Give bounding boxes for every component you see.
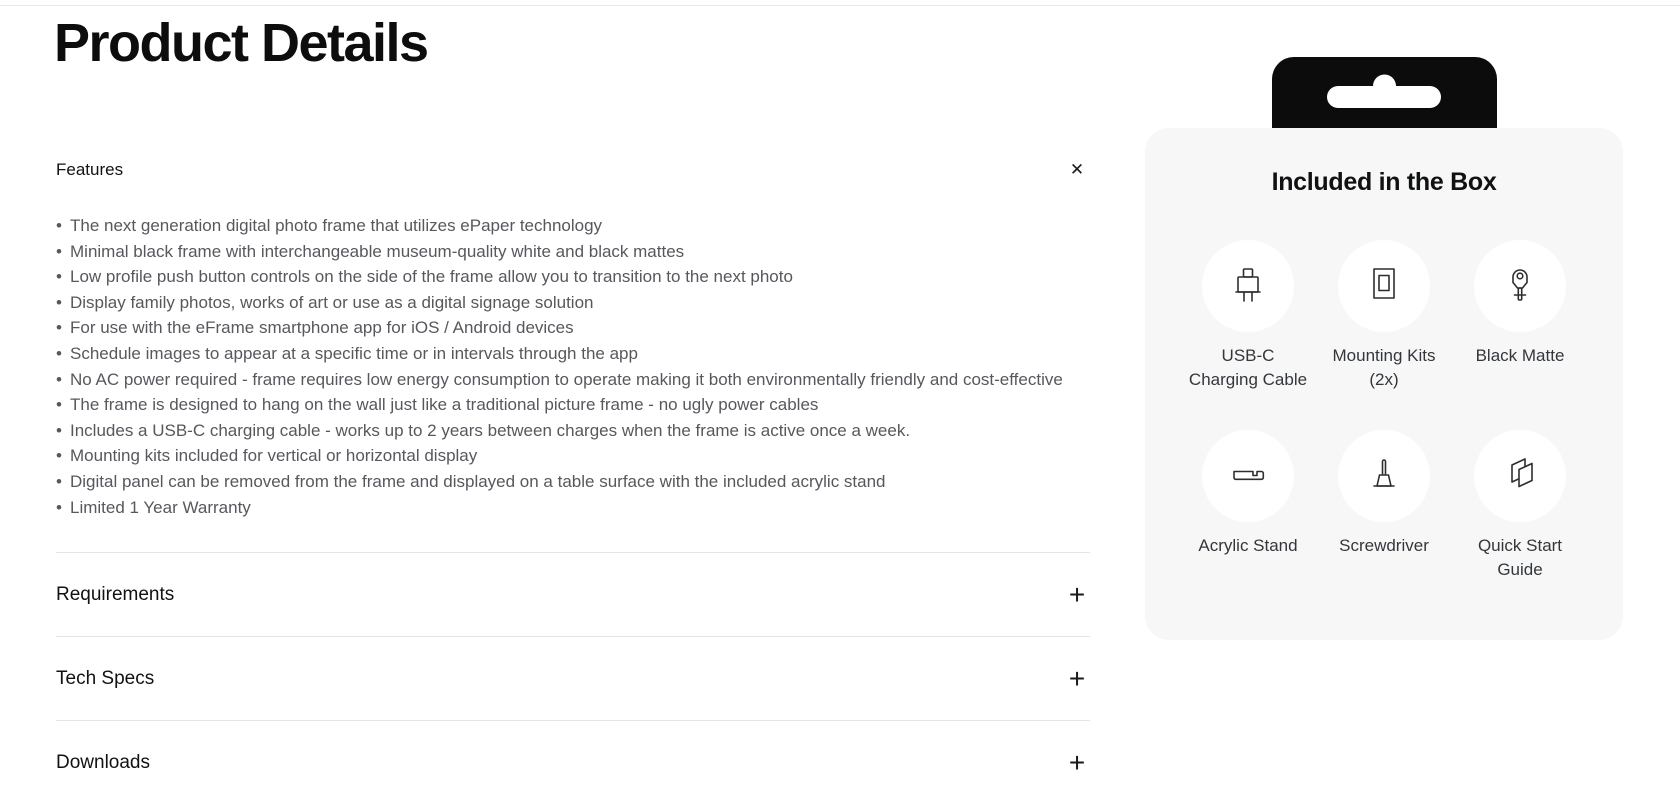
bullet-glyph: • (56, 241, 62, 261)
bullet-text: Digital panel can be removed from the frame and displayed on a table surface with the included acrylic stand (70, 471, 886, 491)
box-item-label: Acrylic Stand (1198, 536, 1298, 555)
feature-bullet (56, 264, 1096, 290)
bullet-glyph: • (56, 446, 62, 466)
bullet-glyph: • (56, 420, 62, 440)
acrylic-stand-icon (1224, 452, 1272, 500)
box-item-label: Mounting Kits (2x) (1332, 346, 1436, 389)
box-item-black-matte (1316, 240, 1452, 392)
bullet-text: Limited 1 Year Warranty (70, 497, 251, 517)
section-label-downloads: Downloads (56, 751, 150, 773)
bullet-text: For use with the eFrame smartphone app for iOS / Android devices (70, 318, 574, 338)
package-hang-tab (1272, 57, 1497, 137)
black-matte-icon (1360, 262, 1408, 310)
icon-circle (1338, 240, 1430, 332)
icon-circle (1474, 240, 1566, 332)
included-in-box-card (1145, 128, 1623, 640)
feature-bullet (56, 239, 1096, 265)
plus-icon[interactable]: + (1068, 578, 1086, 610)
box-item-label: Black Matte (1475, 346, 1565, 365)
quick-start-guide-icon (1496, 452, 1544, 500)
bullet-text: Display family photos, works of art or use as a digital signage solution (70, 292, 594, 312)
box-item-label: Screwdriver (1339, 536, 1429, 555)
box-item-label: Quick Start Guide (1477, 536, 1563, 579)
bullet-glyph: • (56, 318, 62, 338)
bullet-glyph: • (56, 497, 62, 517)
bullet-text: The frame is designed to hang on the wall just like a traditional picture frame - no ugly power cables (70, 395, 819, 415)
accordion-section-downloads[interactable] (56, 720, 1090, 791)
bullet-text: The next generation digital photo frame that utilizes ePaper technology (70, 216, 603, 235)
box-item-screwdriver (1316, 430, 1452, 582)
feature-bullet (56, 315, 1096, 341)
box-item-usb-c-cable (1180, 240, 1316, 392)
bullet-glyph: • (56, 471, 62, 491)
feature-bullet (56, 290, 1096, 316)
bullet-text: Minimal black frame with interchangeable museum-quality white and black mattes (70, 241, 685, 261)
mounting-kit-icon (1496, 262, 1544, 310)
box-item-label: USB-C Charging Cable (1188, 346, 1308, 389)
bullet-glyph: • (56, 267, 62, 287)
box-item-acrylic-stand (1180, 430, 1316, 582)
bullet-glyph: • (56, 343, 62, 363)
bullet-glyph: • (56, 369, 62, 389)
section-label-tech-specs: Tech Specs (56, 667, 155, 689)
box-item-quick-start-guide (1452, 430, 1588, 582)
icon-circle (1474, 430, 1566, 522)
hang-tab-graphic (1272, 57, 1497, 132)
icon-circle (1202, 430, 1294, 522)
bullet-text: Schedule images to appear at a specific time or in intervals through the app (70, 343, 638, 363)
top-divider (0, 5, 1680, 6)
box-item-mounting-kits (1452, 240, 1588, 392)
feature-bullet (56, 341, 1096, 367)
box-items-grid (1180, 240, 1588, 582)
close-icon[interactable]: ✕ (1069, 160, 1085, 179)
bullet-text: Mounting kits included for vertical or horizontal display (70, 446, 478, 466)
section-label-features: Features (56, 160, 124, 179)
screwdriver-icon (1360, 452, 1408, 500)
page-title: Product Details (54, 13, 428, 73)
plus-icon[interactable]: + (1068, 746, 1086, 778)
feature-bullet (56, 367, 1096, 393)
accordion-section-features[interactable] (56, 146, 1090, 194)
feature-bullet (56, 392, 1096, 418)
bullet-text: No AC power required - frame requires low energy consumption to operate making it both environmentally friendly and cost-effective (70, 369, 1063, 389)
bullet-text: Low profile push button controls on the side of the frame allow you to transition to the next photo (70, 267, 793, 287)
accordion-section-requirements[interactable] (56, 552, 1090, 636)
bullet-glyph: • (56, 216, 62, 235)
plus-icon[interactable]: + (1068, 662, 1086, 694)
icon-circle (1202, 240, 1294, 332)
features-bullet-list (56, 213, 1096, 520)
box-card-title: Included in the Box (1271, 168, 1497, 196)
feature-bullet (56, 418, 1096, 444)
accordion-section-tech-specs[interactable] (56, 636, 1090, 720)
feature-bullet (56, 495, 1096, 521)
bullet-glyph: • (56, 395, 62, 415)
bullet-text: Includes a USB-C charging cable - works up to 2 years between charges when the frame is active once a week. (70, 420, 911, 440)
feature-bullet (56, 469, 1096, 495)
section-label-requirements: Requirements (56, 583, 175, 605)
icon-circle (1338, 430, 1430, 522)
bullet-glyph: • (56, 292, 62, 312)
usb-c-cable-icon (1224, 262, 1272, 310)
feature-bullet (56, 213, 1096, 239)
feature-bullet (56, 443, 1096, 469)
